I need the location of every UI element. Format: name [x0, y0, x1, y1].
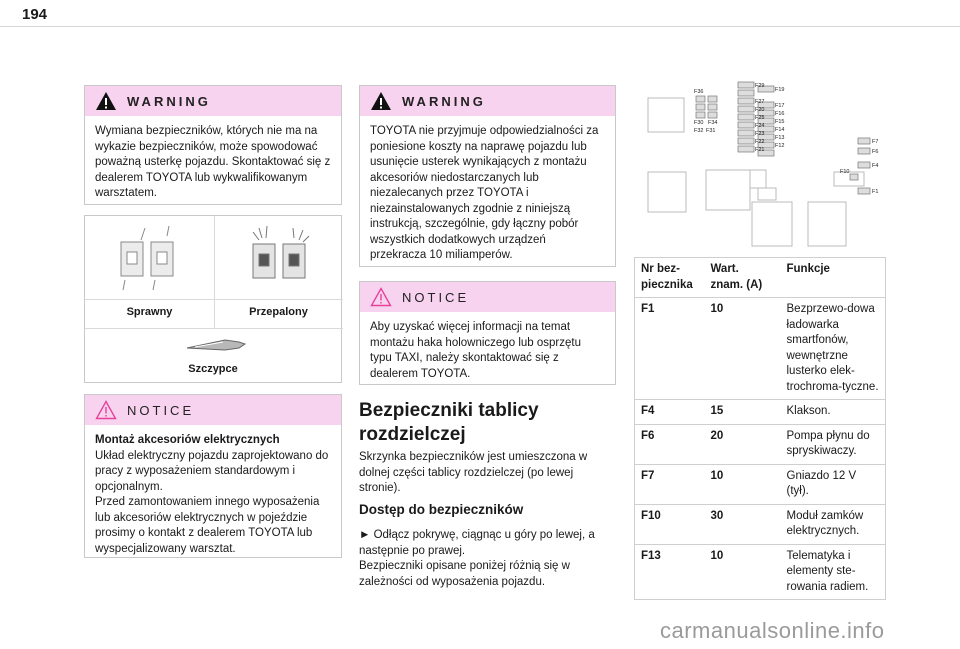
blown-fuse-illustration [245, 224, 317, 292]
fuse-number: F1 [635, 298, 705, 400]
fuse-rating: 10 [705, 298, 781, 400]
fuse-rating: 15 [705, 400, 781, 425]
section-title: Bezpieczniki tablicy rozdzielczej [359, 400, 539, 445]
fuse-rating: 20 [705, 424, 781, 464]
page-number: 194 [22, 6, 48, 23]
notice-header [360, 282, 615, 312]
diagram-label: F22 [755, 139, 765, 145]
notice-body: Układ elektryczny pojazdu zaprojektowano do pracy z wyposażeniem standardowym i opcjonalnym. Przed zamontowaniem innego wyposażenia lub akcesoriów elektrycznych w pojeździe prosimy o kontakt z dealerem TOYOTA lub wyspecjalizowany warsztat. [95, 449, 329, 555]
diagram-label: F17 [775, 103, 785, 109]
watermark: carmanualsonline.info [660, 618, 885, 643]
fuse-rating: 30 [705, 504, 781, 544]
notice-text [85, 425, 341, 565]
diagram-label: F27 [755, 99, 765, 105]
diagram-label: F4 [872, 163, 879, 169]
warning-title: WARNING [127, 93, 211, 109]
diagram-label: F10 [840, 169, 850, 175]
warning-text: TOYOTA nie przyjmuje odpowiedzialności za poniesione koszty na naprawę pojazdu lub usunięcie usterek wynikających z montażu akcesoriów niedostarczanych lub niezalecanych przez TOYOTA i niezainstalowanych zgodnie z niniejszą instrukcją, szczególnie, gdy łączny pobór wszystkich dodatkowych urządzeń przekracza 10 miliamperów. [370, 125, 599, 261]
diagram-label: F29 [755, 83, 765, 89]
diagram-label: F23 [755, 131, 765, 137]
fuse-number: F10 [635, 504, 705, 544]
fuse-rating: 10 [705, 464, 781, 504]
diagram-label: F36 [694, 89, 704, 95]
fuse-number: F7 [635, 464, 705, 504]
diagram-label: F19 [775, 87, 785, 93]
good-fuse-illustration [115, 224, 185, 292]
fuse-function: Moduł zamków elektrycznych. [781, 504, 886, 544]
table-row [635, 544, 886, 600]
notice-text: Aby uzyskać więcej informacji na temat montażu haka holowniczego lub osprzętu typu TAXI, należy skontaktować się z dealerem TOYOTA. [370, 321, 581, 380]
diagram-label: F32 [694, 128, 704, 134]
notice-header [85, 395, 341, 425]
notice-title: NOTICE [402, 289, 470, 305]
diagram-label: F14 [775, 127, 785, 133]
section-subtitle: Dostęp do bezpieczników [359, 502, 524, 517]
pliers-label: Szczypce [188, 363, 238, 375]
warning-box-2 [359, 85, 616, 267]
section-intro: Skrzynka bezpieczników jest umieszczona w dolnej części tablicy rozdzielczej (po lewej stronie). [359, 451, 588, 494]
notice-triangle-icon [370, 287, 392, 307]
fuse-table [634, 257, 886, 600]
fuse-number: F6 [635, 424, 705, 464]
diagram-label: F34 [708, 120, 718, 126]
access-instructions: ► Odłącz pokrywę, ciągnąc u góry po lewej, a następnie po prawej. Bezpieczniki opisane poniżej różnią się w zależności od wyposażenia pojazdu. [359, 529, 595, 588]
diagram-label: F21 [755, 147, 765, 153]
warning-header [360, 86, 615, 116]
warning-title: WARNING [402, 93, 486, 109]
diagram-label: F16 [775, 111, 785, 117]
fuse-function: Gniazdo 12 V (tył). [781, 464, 886, 504]
table-row [635, 464, 886, 504]
fuse-function: Klakson. [781, 400, 886, 425]
fuse-rating: 10 [705, 544, 781, 600]
diagram-label: F1 [872, 189, 879, 195]
table-row [635, 504, 886, 544]
fuse-box-diagram [634, 76, 886, 250]
fuse-number: F13 [635, 544, 705, 600]
notice-heading: Montaż akcesoriów elektrycznych [95, 434, 280, 446]
diagram-label: F31 [706, 128, 716, 134]
fuse-function: Bezprzewo-dowa ładowarka smartfonów, wewnętrzne lusterko elek-trochroma-tyczne. [781, 298, 886, 400]
top-divider [0, 26, 960, 27]
table-row [635, 298, 886, 400]
fuse-table-header [635, 258, 886, 298]
warning-text: Wymiana bezpieczników, których nie ma na wykazie bezpieczników, może spowodować poważną usterkę pojazdu. Skontaktować się z dealerem TOYOTA lub wykwalifikowanym warsztatem. [95, 125, 331, 199]
blown-fuse-label: Przepalony [249, 306, 308, 318]
table-row [635, 424, 886, 464]
warning-box-1 [84, 85, 342, 205]
diagram-label: F25 [755, 115, 765, 121]
diagram-label: F13 [775, 135, 785, 141]
col-rating: Wart. znam. (A) [705, 258, 781, 298]
fuse-function: Telematyka i elementy ste-rowania radiem. [781, 544, 886, 600]
warning-triangle-icon [370, 91, 392, 111]
col-function: Funkcje [781, 258, 886, 298]
notice-box-1 [84, 394, 342, 558]
diagram-label: F30 [694, 120, 704, 126]
good-fuse-label: Sprawny [126, 306, 173, 318]
fuse-illustrations [84, 215, 342, 383]
fuse-pliers-illustration [185, 334, 247, 356]
notice-title: NOTICE [127, 402, 195, 418]
notice-box-2 [359, 281, 616, 385]
table-row [635, 400, 886, 425]
diagram-label: F24 [755, 123, 765, 129]
notice-triangle-icon [95, 400, 117, 420]
fuse-function: Pompa płynu do spryskiwaczy. [781, 424, 886, 464]
diagram-label: F6 [872, 149, 879, 155]
warning-triangle-icon [95, 91, 117, 111]
warning-header [85, 86, 341, 116]
diagram-label: F15 [775, 119, 785, 125]
diagram-label: F12 [775, 143, 785, 149]
diagram-label: F20 [755, 107, 765, 113]
diagram-label: F7 [872, 139, 879, 145]
fuse-number: F4 [635, 400, 705, 425]
col-fuse-number: Nr bez-piecznika [635, 258, 705, 298]
